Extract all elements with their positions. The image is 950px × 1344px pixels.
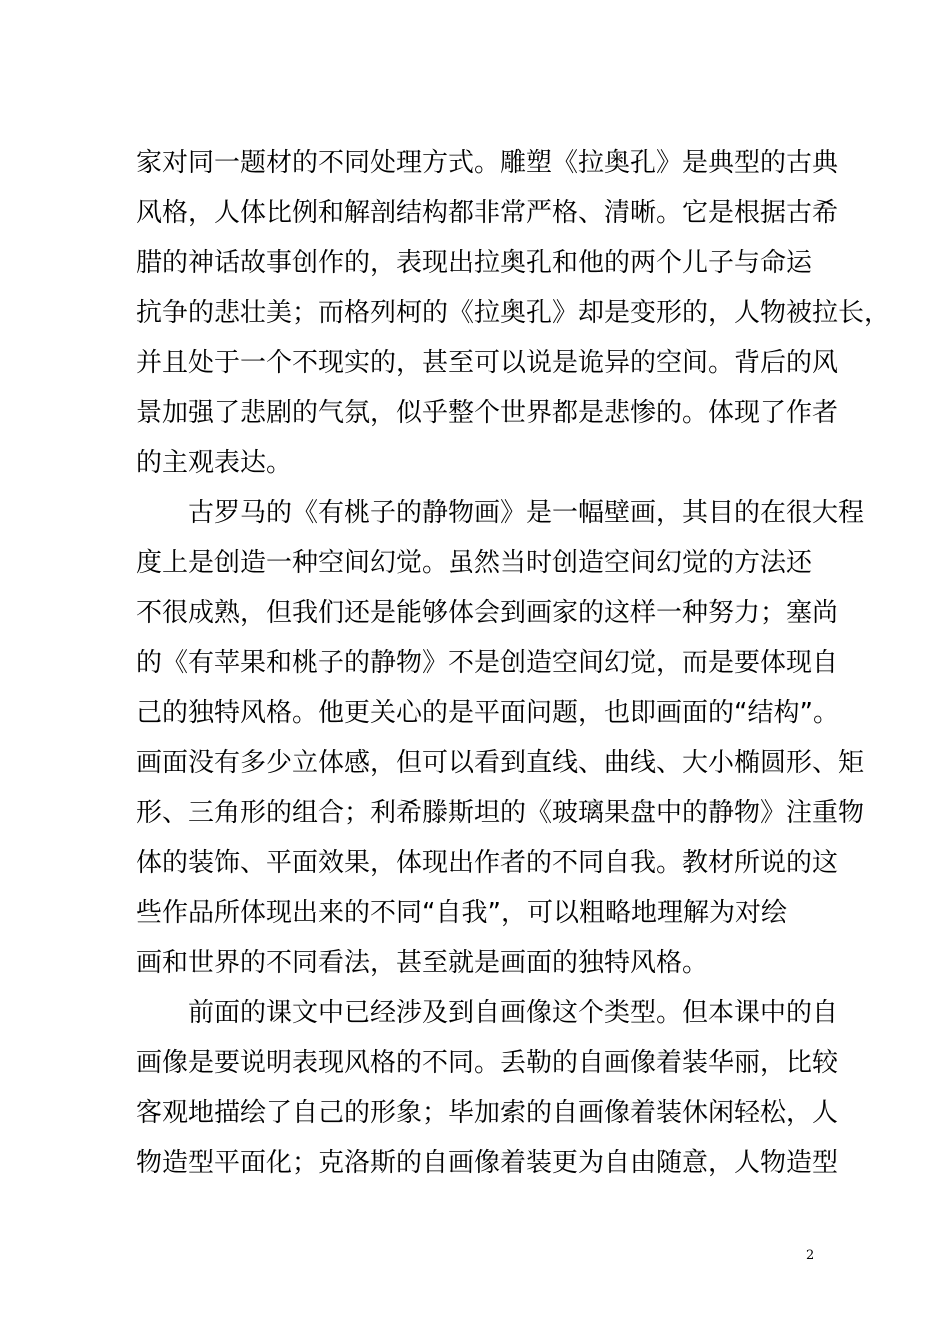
text-line: 家对同一题材的不同处理方式。雕塑《拉奥孔》是典型的古典	[136, 148, 839, 178]
text-line: 客观地描绘了自己的形象；毕加索的自画像着装休闲轻松，人	[136, 1098, 839, 1128]
text-line: 的主观表达。	[136, 448, 293, 478]
text-line: 抗争的悲壮美；而格列柯的《拉奥孔》却是变形的，人物被拉长，	[136, 298, 891, 328]
text-line: 物造型平面化；克洛斯的自画像着装更为自由随意，人物造型	[136, 1148, 839, 1178]
text-line: 腊的神话故事创作的，表现出拉奥孔和他的两个儿子与命运	[136, 248, 813, 278]
text-line: 景加强了悲剧的气氛，似乎整个世界都是悲惨的。体现了作者	[136, 398, 839, 428]
paragraph-start-line: 前面的课文中已经涉及到自画像这个类型。但本课中的自	[136, 998, 839, 1028]
text-line: 的《有苹果和桃子的静物》不是创造空间幻觉，而是要体现自	[136, 648, 839, 678]
text-body	[136, 138, 891, 1188]
text-line: 画和世界的不同看法，甚至就是画面的独特风格。	[136, 948, 709, 978]
text-line: 并且处于一个不现实的，甚至可以说是诡异的空间。背后的风	[136, 348, 839, 378]
text-line: 些作品所体现出来的不同“自我”，可以粗略地理解为对绘	[136, 898, 787, 928]
paragraph-start-line: 古罗马的《有桃子的静物画》是一幅壁画，其目的在很大程	[136, 498, 865, 528]
text-line: 画面没有多少立体感，但可以看到直线、曲线、大小椭圆形、矩	[136, 748, 865, 778]
text-line: 度上是创造一种空间幻觉。虽然当时创造空间幻觉的方法还	[136, 548, 813, 578]
page-number: 2	[806, 1248, 815, 1263]
text-line: 不很成熟，但我们还是能够体会到画家的这样一种努力；塞尚	[136, 598, 839, 628]
text-line: 体的装饰、平面效果，体现出作者的不同自我。教材所说的这	[136, 848, 839, 878]
text-line: 形、三角形的组合；利希滕斯坦的《玻璃果盘中的静物》注重物	[136, 798, 865, 828]
text-line: 己的独特风格。他更关心的是平面问题，也即画面的“结构”。	[136, 698, 839, 728]
text-line: 风格，人体比例和解剖结构都非常严格、清晰。它是根据古希	[136, 198, 839, 228]
text-line: 画像是要说明表现风格的不同。丢勒的自画像着装华丽，比较	[136, 1048, 839, 1078]
